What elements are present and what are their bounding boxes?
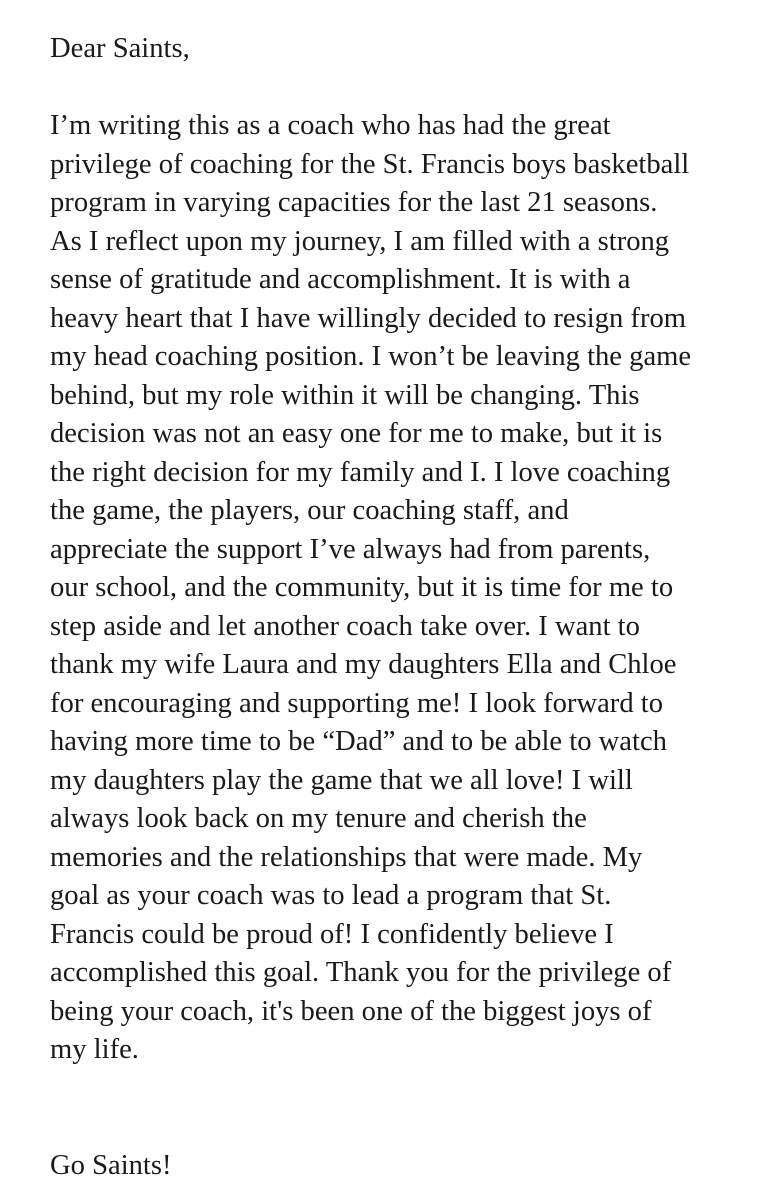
body-line: sense of gratitude and accomplishment. It is with a (50, 264, 631, 295)
body-line: our school, and the community, but it is time for me to (50, 572, 674, 603)
body-line: heavy heart that I have willingly decided to resign from (50, 302, 687, 334)
letter-body (50, 107, 691, 1070)
body-line: appreciate the support I’ve always had from parents, (50, 533, 651, 565)
body-line: step aside and let another coach take over. I want to (50, 610, 640, 642)
body-line: memories and the relationships that were made. My (50, 841, 643, 873)
salutation: Dear Saints, (50, 33, 190, 64)
body-line: privilege of coaching for the St. Francis boys basketball (50, 148, 690, 180)
body-line: my daughters play the game that we all love! I will (50, 764, 633, 796)
body-line: As I reflect upon my journey, I am filled with a strong (50, 225, 670, 257)
body-line: my head coaching position. I won’t be leaving the game (50, 341, 692, 372)
body-line: the game, the players, our coaching staff, and (50, 495, 569, 526)
body-line: the right decision for my family and I. I love coaching (50, 456, 671, 488)
body-line: thank my wife Laura and my daughters Ella and Chloe (50, 649, 677, 680)
body-line: for encouraging and supporting me! I look forward to (50, 687, 664, 719)
body-line: having more time to be “Dad” and to be able to watch (50, 726, 667, 757)
body-line: program in varying capacities for the last 21 seasons. (50, 187, 658, 218)
body-line: goal as your coach was to lead a program that St. (50, 880, 612, 911)
body-line: behind, but my role within it will be changing. This (50, 379, 640, 411)
closing: Go Saints! (50, 1150, 172, 1181)
body-line: being your coach, it's been one of the biggest joys of (50, 995, 652, 1027)
body-line: my life. (50, 1034, 139, 1065)
body-line: Francis could be proud of! I confidently believe I (50, 918, 614, 950)
body-line: decision was not an easy one for me to make, but it is (50, 418, 663, 449)
body-line: accomplished this goal. Thank you for the privilege of (50, 957, 672, 988)
body-line: always look back on my tenure and cherish the (50, 803, 587, 834)
body-line: I’m writing this as a coach who has had the great (50, 110, 611, 141)
